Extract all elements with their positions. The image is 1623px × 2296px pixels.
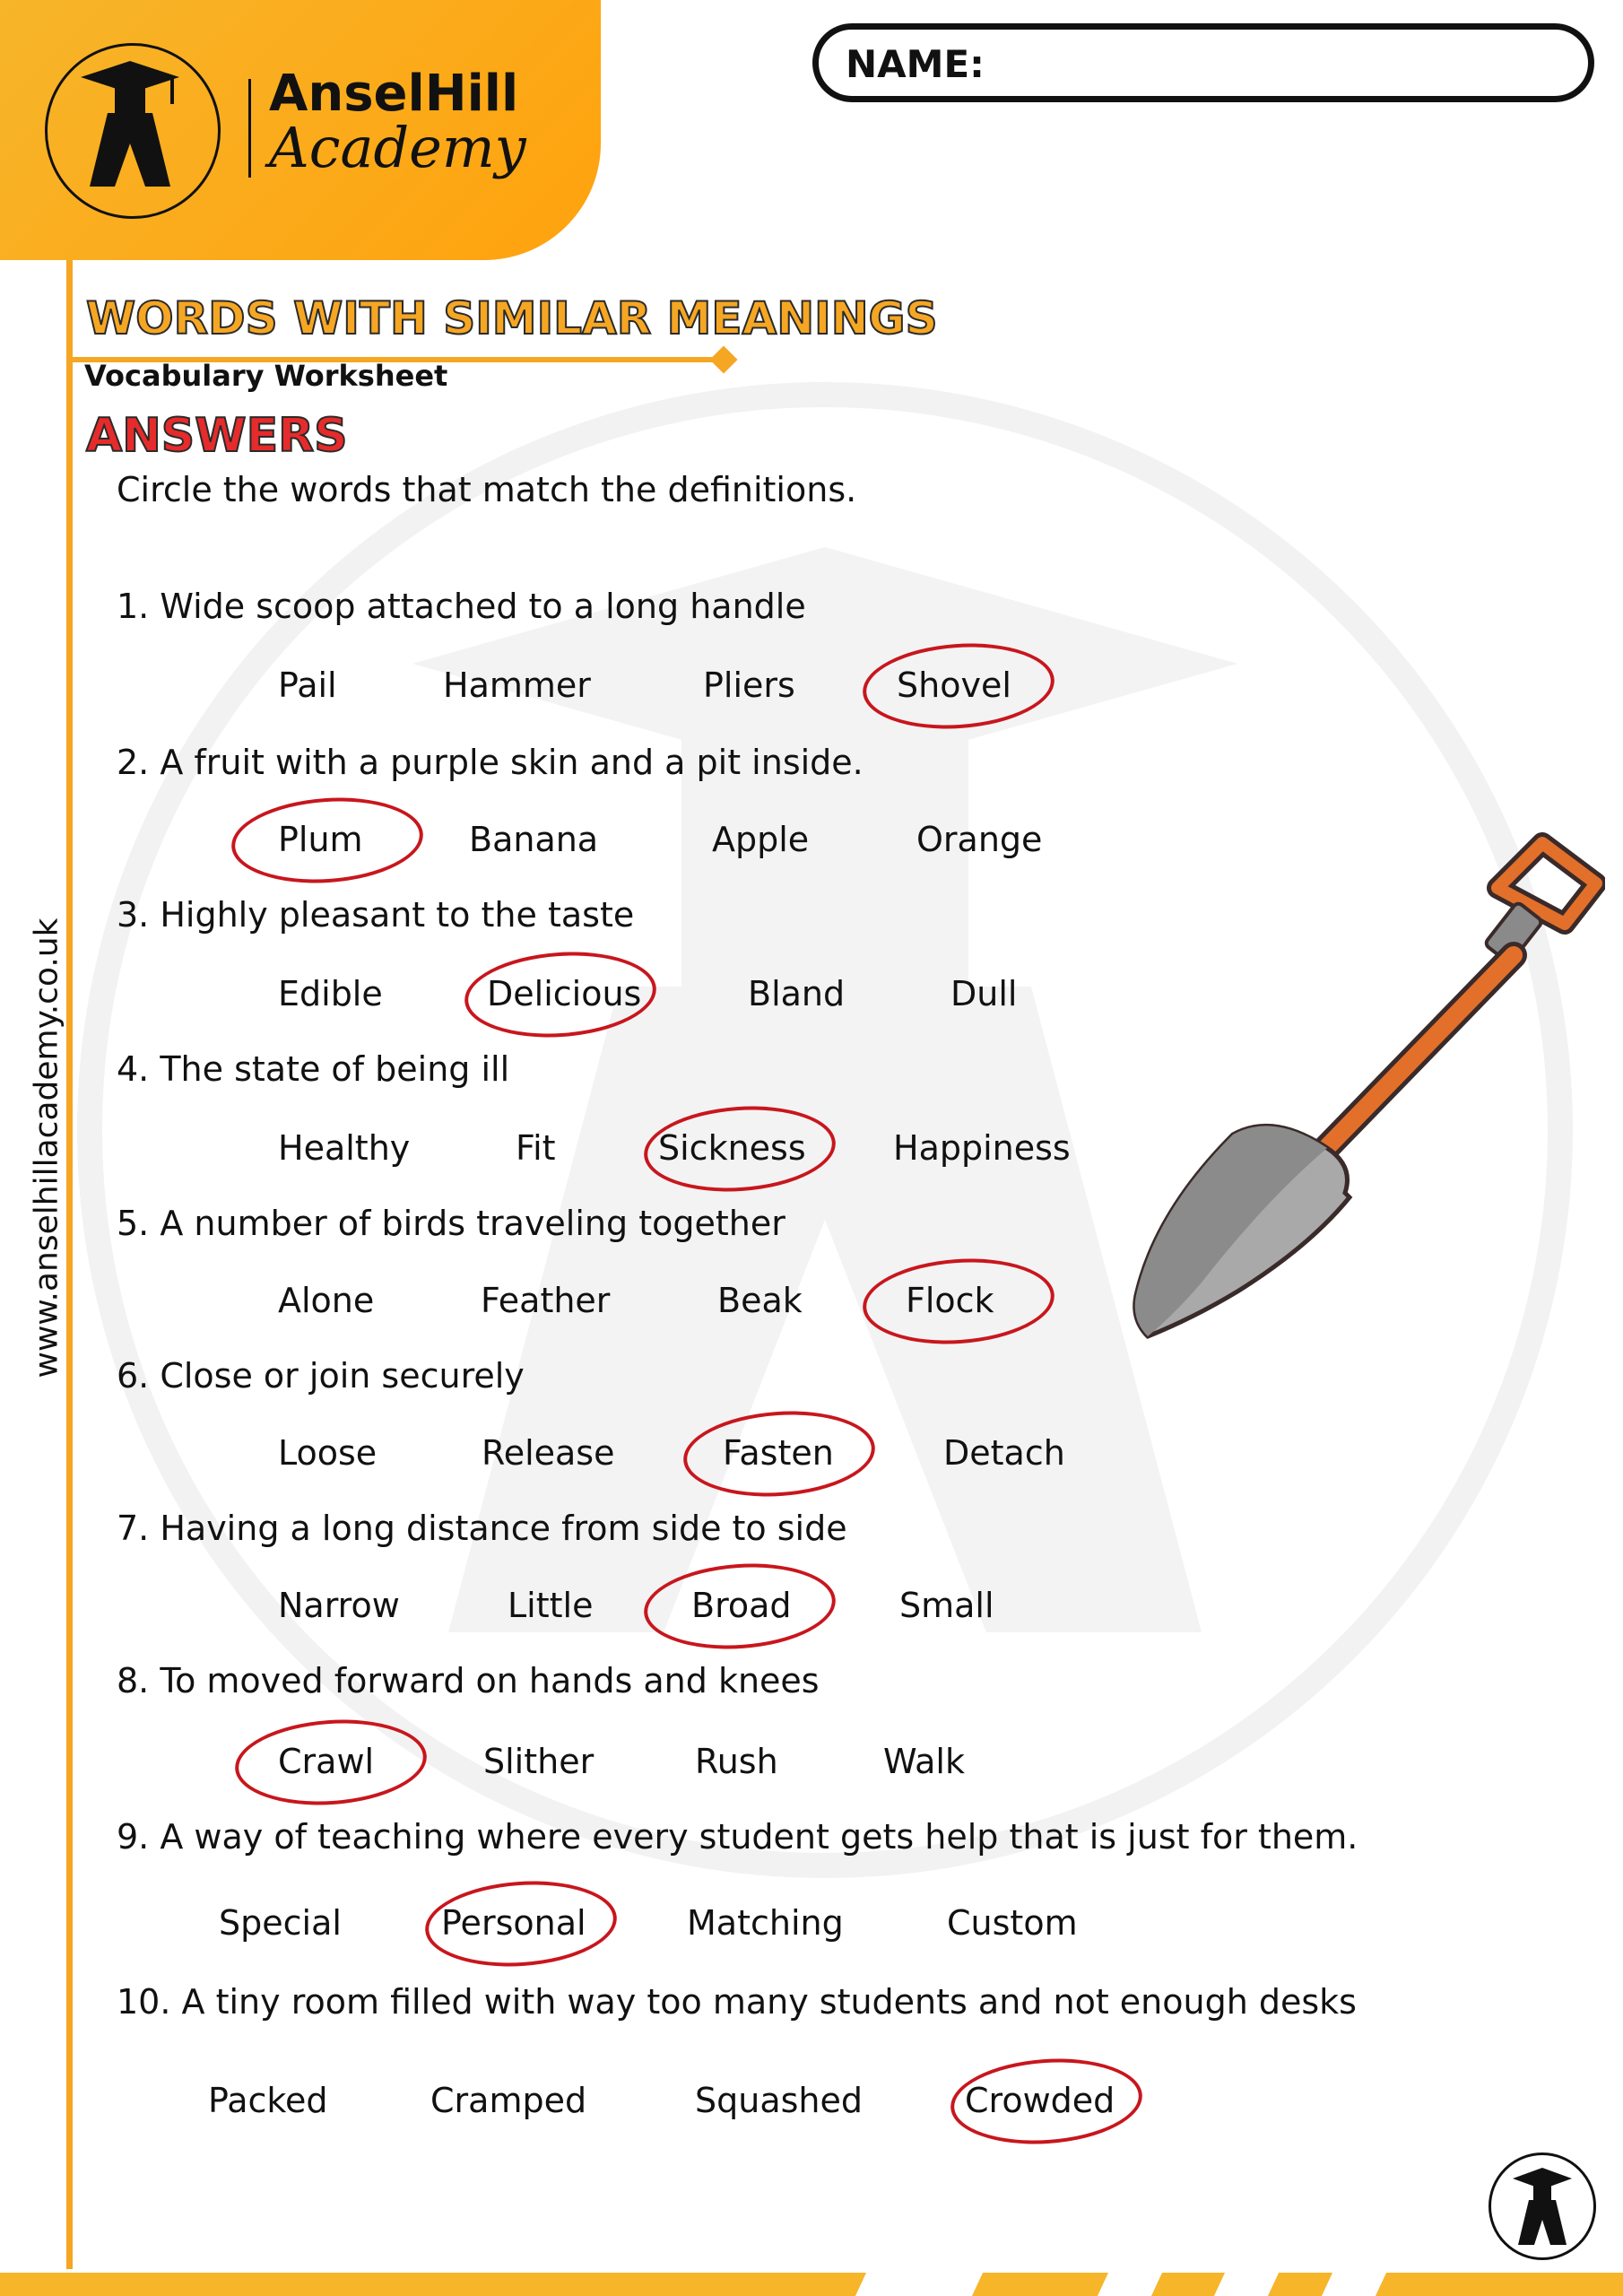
option[interactable]: Healthy bbox=[278, 1128, 411, 1168]
question-prompt: 6. Close or join securely bbox=[117, 1356, 525, 1396]
option[interactable]: Beak bbox=[717, 1281, 803, 1320]
option-answer[interactable]: Delicious bbox=[487, 974, 642, 1013]
option-answer[interactable]: Flock bbox=[906, 1281, 994, 1320]
brand-name-line2: Academy bbox=[269, 115, 526, 180]
option[interactable]: Packed bbox=[208, 2081, 328, 2120]
option[interactable]: Slither bbox=[483, 1742, 595, 1781]
option[interactable]: Alone bbox=[278, 1281, 375, 1320]
option[interactable]: Rush bbox=[695, 1742, 778, 1781]
option[interactable]: Feather bbox=[481, 1281, 611, 1320]
option[interactable]: Banana bbox=[469, 820, 599, 859]
option[interactable]: Pail bbox=[278, 665, 337, 705]
option[interactable]: Fit bbox=[516, 1128, 556, 1168]
question-prompt: 10. A tiny room filled with way too many students and not enough desks bbox=[117, 1982, 1357, 2022]
option-answer[interactable]: Shovel bbox=[897, 665, 1011, 705]
option-answer[interactable]: Plum bbox=[278, 820, 363, 859]
name-field[interactable] bbox=[812, 23, 1594, 102]
academy-logo-icon bbox=[45, 43, 221, 219]
option[interactable]: Dull bbox=[950, 974, 1018, 1013]
option[interactable]: Cramped bbox=[430, 2081, 587, 2120]
question-prompt: 5. A number of birds traveling together bbox=[117, 1204, 785, 1243]
option[interactable]: Special bbox=[219, 1903, 342, 1943]
footer-stripe bbox=[855, 2273, 983, 2296]
option[interactable]: Release bbox=[482, 1433, 615, 1473]
footer-stripe bbox=[1322, 2273, 1386, 2296]
footer-logo-icon bbox=[1488, 2152, 1596, 2260]
question-prompt: 9. A way of teaching where every student gets help that is just for them. bbox=[117, 1817, 1358, 1857]
option[interactable]: Matching bbox=[687, 1903, 844, 1943]
option[interactable]: Walk bbox=[883, 1742, 965, 1781]
question-prompt: 7. Having a long distance from side to side bbox=[117, 1509, 847, 1548]
question-prompt: 8. To moved forward on hands and knees bbox=[117, 1661, 820, 1700]
page-title: WORDS WITH SIMILAR MEANINGS bbox=[86, 292, 938, 344]
option[interactable]: Pliers bbox=[703, 665, 795, 705]
option[interactable]: Small bbox=[899, 1586, 994, 1625]
question-prompt: 3. Highly pleasant to the taste bbox=[117, 895, 635, 935]
option-answer[interactable]: Personal bbox=[441, 1903, 586, 1943]
answers-label: ANSWERS bbox=[86, 409, 348, 463]
option[interactable]: Loose bbox=[278, 1433, 378, 1473]
option[interactable]: Detach bbox=[943, 1433, 1065, 1473]
shovel-illustration-icon bbox=[1121, 816, 1605, 1372]
option[interactable]: Hammer bbox=[443, 665, 591, 705]
name-label: NAME: bbox=[846, 42, 985, 86]
side-url: www.anselhillacademy.co.uk bbox=[28, 918, 65, 1378]
brand-name-line1: AnselHill bbox=[269, 65, 519, 123]
question-prompt: 4. The state of being ill bbox=[117, 1049, 510, 1089]
option-answer[interactable]: Crowded bbox=[965, 2081, 1115, 2120]
instructions: Circle the words that match the definitions. bbox=[117, 470, 857, 509]
option[interactable]: Bland bbox=[748, 974, 846, 1013]
option-answer[interactable]: Sickness bbox=[658, 1128, 806, 1168]
option-answer[interactable]: Fasten bbox=[723, 1433, 834, 1473]
question-prompt: 1. Wide scoop attached to a long handle bbox=[117, 587, 806, 626]
option[interactable]: Orange bbox=[916, 820, 1043, 859]
option[interactable]: Squashed bbox=[695, 2081, 863, 2120]
option[interactable]: Edible bbox=[278, 974, 383, 1013]
option-answer[interactable]: Crawl bbox=[278, 1742, 375, 1781]
logo-divider bbox=[248, 79, 251, 178]
option[interactable]: Apple bbox=[712, 820, 810, 859]
question-prompt: 2. A fruit with a purple skin and a pit inside. bbox=[117, 743, 864, 782]
left-accent-line bbox=[66, 260, 73, 2269]
option[interactable]: Narrow bbox=[278, 1586, 400, 1625]
option[interactable]: Happiness bbox=[893, 1128, 1071, 1168]
footer-stripe bbox=[1214, 2273, 1279, 2296]
footer-stripe bbox=[1098, 2273, 1162, 2296]
option[interactable]: Little bbox=[508, 1586, 594, 1625]
option-answer[interactable]: Broad bbox=[691, 1586, 792, 1625]
page-subtitle: Vocabulary Worksheet bbox=[84, 359, 448, 393]
option[interactable]: Custom bbox=[947, 1903, 1078, 1943]
